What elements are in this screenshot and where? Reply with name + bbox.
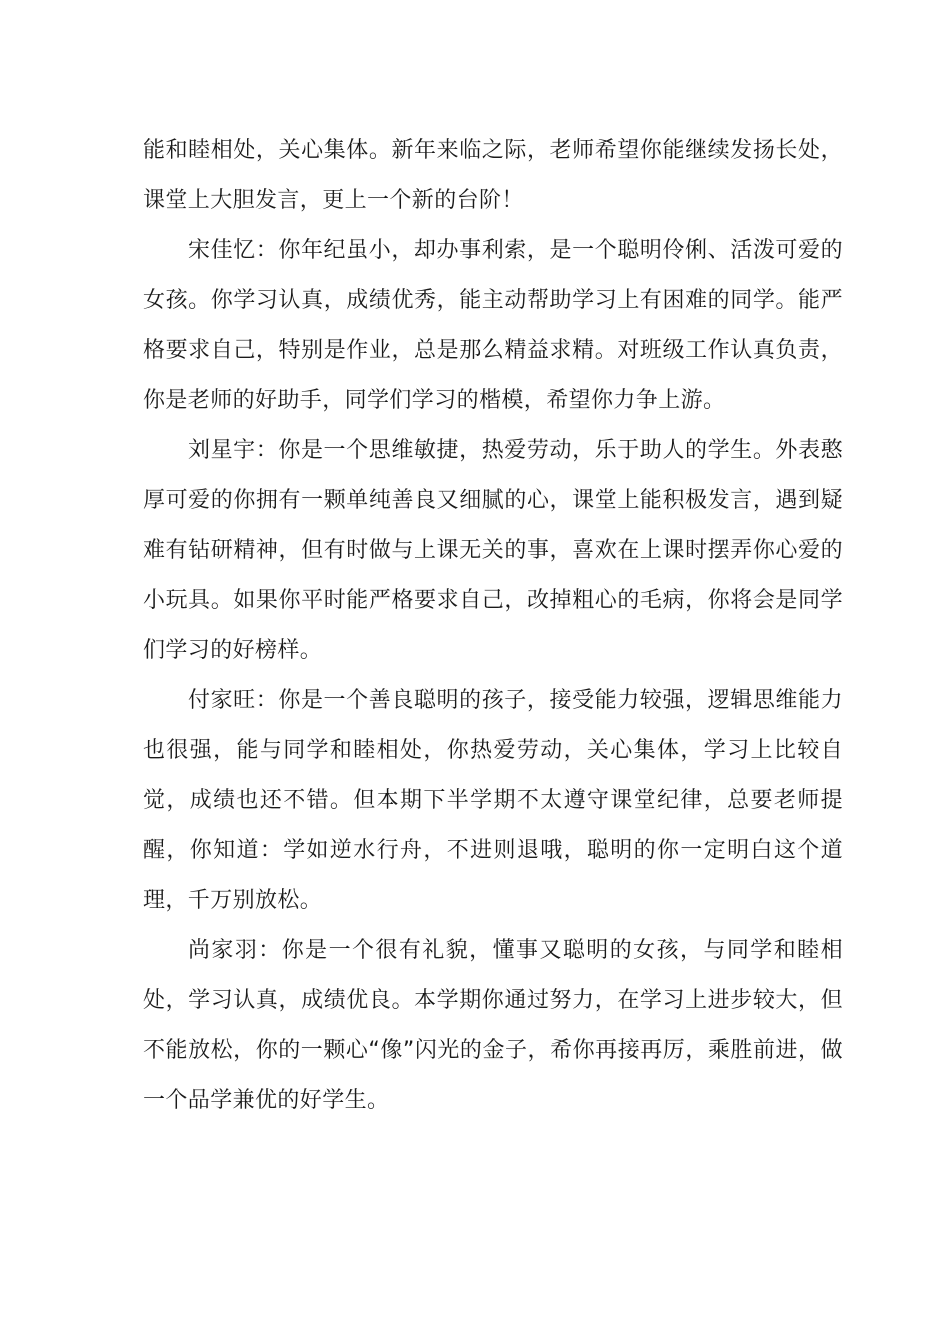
paragraph-comment-song-jiayi: 宋佳忆：你年纪虽小，却办事利索，是一个聪明伶俐、活泼可爱的女孩。你学习认真，成绩优秀，能主动帮助学习上有困难的同学。能严格要求自己，特别是作业，总是那么精益求精。对班级工作认真负责，你是老师的好助手，同学们学习的楷模，希望你力争上游。 <box>143 238 843 413</box>
paragraph-comment-liu-xingyu: 刘星宇：你是一个思维敏捷，热爱劳动，乐于助人的学生。外表憨厚可爱的你拥有一颗单纯善良又细腻的心，课堂上能积极发言，遇到疑难有钻研精神，但有时做与上课无关的事，喜欢在上课时摆弄你心爱的小玩具。如果你平时能严格要求自己，改掉粗心的毛病，你将会是同学们学习的好榜样。 <box>143 438 843 663</box>
paragraph-comment-fu-jiawang: 付家旺：你是一个善良聪明的孩子，接受能力较强，逻辑思维能力也很强，能与同学和睦相处，你热爱劳动，关心集体，学习上比较自觉，成绩也还不错。但本期下半学期不太遵守课堂纪律，总要老师提醒，你知道：学如逆水行舟，不进则退哦，聪明的你一定明白这个道理，千万别放松。 <box>143 688 843 913</box>
paragraph-comment-shang-jiayu: 尚家羽：你是一个很有礼貌，懂事又聪明的女孩，与同学和睦相处，学习认真，成绩优良。本学期你通过努力，在学习上进步较大，但不能放松，你的一颗心“像”闪光的金子，希你再接再厉，乘胜前进，做一个品学兼优的好学生。 <box>143 938 843 1113</box>
paragraph-continuation: 能和睦相处，关心集体。新年来临之际，老师希望你能继续发扬长处，课堂上大胆发言，更上一个新的台阶！ <box>143 138 843 213</box>
document-body <box>143 126 843 1126</box>
